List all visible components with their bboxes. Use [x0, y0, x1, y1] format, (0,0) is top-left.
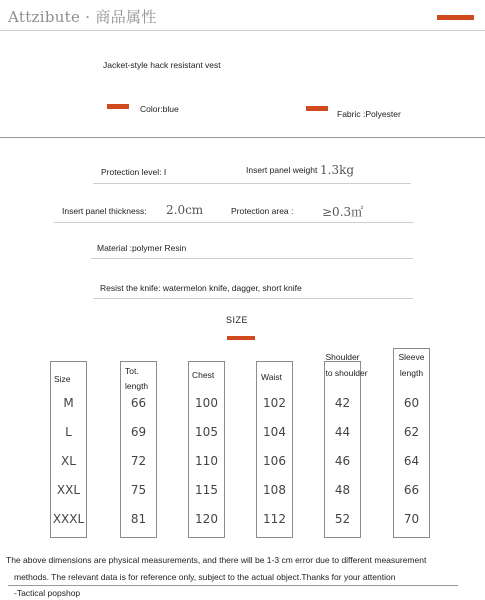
section-title: Attzibute · 商品属性 — [8, 8, 157, 26]
size-cell: M — [63, 396, 74, 410]
waist-column — [256, 361, 293, 538]
chest-column — [188, 361, 225, 538]
sleeve-cell: 62 — [403, 425, 420, 439]
size-cell: XL — [61, 454, 76, 468]
column-header: Tot. — [125, 366, 139, 376]
fabric-attribute: Fabric :Polyester — [337, 109, 401, 119]
row-underline — [91, 258, 413, 259]
protection-area-label: Protection area : — [231, 206, 294, 216]
column-header: to shoulder — [325, 368, 368, 378]
waist-cell: 112 — [263, 512, 286, 526]
sleeve-column — [393, 348, 430, 538]
header-accent-bar — [437, 15, 474, 20]
column-header: Size — [54, 374, 71, 384]
tot-length-cell: 69 — [130, 425, 147, 439]
shoulder-cell: 44 — [334, 425, 351, 439]
chest-cell: 100 — [195, 396, 218, 410]
waist-cell: 102 — [263, 396, 286, 410]
size-accent-bar — [227, 336, 255, 340]
tot-length-cell: 72 — [130, 454, 147, 468]
size-cell: L — [65, 425, 72, 439]
tot-length-cell: 75 — [130, 483, 147, 497]
chest-cell: 115 — [195, 483, 218, 497]
insert-weight-label: Insert panel weight — [246, 165, 318, 175]
shop-signature: -Tactical popshop — [14, 588, 81, 598]
disclaimer-line: The above dimensions are physical measurements, and there will be 1-3 cm error due to different measurement — [6, 555, 427, 565]
tot-length-column — [120, 361, 157, 538]
protection-level: Protection level: I — [101, 167, 167, 177]
header-divider — [0, 30, 485, 31]
color-marker — [107, 104, 129, 109]
resist-attribute: Resist the knife: watermelon knife, dagger, short knife — [100, 283, 302, 293]
chest-cell: 120 — [195, 512, 218, 526]
column-header: Waist — [261, 372, 282, 382]
section-divider — [0, 137, 485, 138]
shoulder-cell: 46 — [334, 454, 351, 468]
size-title: SIZE — [226, 315, 249, 325]
size-cell: XXL — [56, 483, 81, 497]
size-column — [50, 361, 87, 538]
sleeve-cell: 64 — [403, 454, 420, 468]
column-header: length — [399, 368, 424, 378]
size-cell: XXXL — [52, 512, 85, 526]
disclaimer-line: methods. The relevant data is for reference only, subject to the actual object.Thanks for your attention — [14, 572, 396, 582]
column-header: Sleeve — [398, 352, 425, 362]
sleeve-cell: 66 — [403, 483, 420, 497]
waist-cell: 106 — [263, 454, 286, 468]
insert-thickness-label: Insert panel thickness: — [62, 206, 147, 216]
row-underline — [93, 298, 413, 299]
insert-weight-value: 1.3kg — [320, 163, 355, 177]
fabric-marker — [306, 106, 328, 111]
chest-cell: 105 — [195, 425, 218, 439]
column-header: Chest — [192, 370, 215, 380]
row-underline — [93, 183, 411, 184]
waist-cell: 104 — [263, 425, 286, 439]
column-header: length — [125, 381, 149, 391]
insert-thickness-value: 2.0cm — [166, 203, 204, 217]
tot-length-cell: 81 — [130, 512, 147, 526]
shoulder-cell: 48 — [334, 483, 351, 497]
shoulder-column — [324, 352, 368, 538]
material-attribute: Material :polymer Resin — [97, 243, 187, 253]
waist-cell: 108 — [263, 483, 286, 497]
sleeve-cell: 70 — [403, 512, 420, 526]
tot-length-cell: 66 — [130, 396, 147, 410]
color-attribute: Color:blue — [140, 104, 179, 114]
shoulder-cell: 52 — [334, 512, 351, 526]
row-underline — [54, 222, 414, 223]
chest-cell: 110 — [195, 454, 218, 468]
shoulder-cell: 42 — [334, 396, 351, 410]
sleeve-cell: 60 — [403, 396, 420, 410]
product-name: Jacket-style hack resistant vest — [103, 60, 221, 70]
protection-area-value: ≥0.3㎡ — [322, 205, 364, 219]
footer-underline — [8, 585, 458, 586]
column-header: Shoulder — [325, 352, 360, 362]
